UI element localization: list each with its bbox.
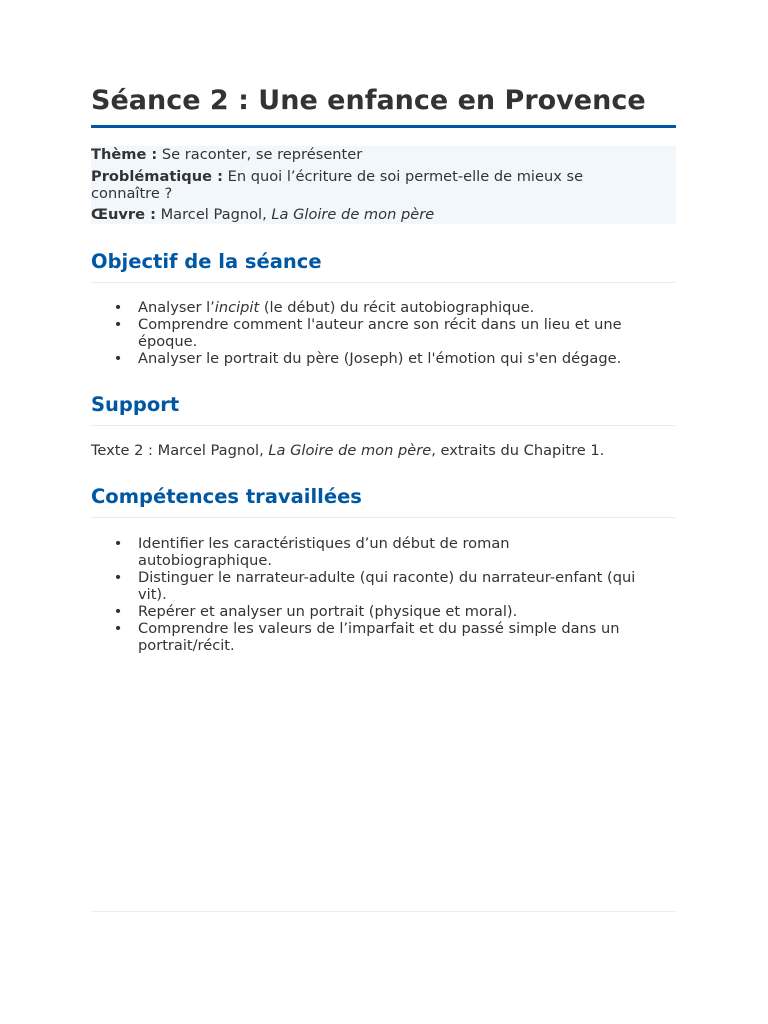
- bullet-icon: •: [113, 603, 123, 620]
- theme-line: [91, 146, 362, 163]
- bullet-icon: •: [113, 569, 123, 586]
- problematique-line: [91, 168, 583, 202]
- list-item: [91, 620, 676, 654]
- title-divider: [91, 125, 676, 128]
- competences-item-1-line1: Identifier les caractéristiques d’un début de roman: [138, 535, 510, 552]
- competences-item-3-text: Repérer et analyser un portrait (physique et moral).: [138, 603, 518, 620]
- competences-item-4-line1: Comprendre les valeurs de l’imparfait et du passé simple dans un: [138, 620, 620, 637]
- theme-label: Thème :: [91, 146, 158, 163]
- oeuvre-label: Œuvre :: [91, 206, 156, 223]
- bullet-icon: •: [113, 299, 123, 316]
- support-italic: La Gloire de mon père: [268, 442, 432, 459]
- oeuvre-line: [91, 206, 434, 223]
- support-divider: [91, 425, 676, 426]
- objectif-list: [91, 299, 676, 367]
- page-title: Séance 2 : Une enfance en Provence: [91, 85, 646, 116]
- objectif-heading: Objectif de la séance: [91, 250, 322, 273]
- support-suffix: , extraits du Chapitre 1.: [431, 442, 605, 459]
- problematique-label: Problématique :: [91, 168, 223, 185]
- competences-divider: [91, 517, 676, 518]
- objectif-item-3-text: Analyser le portrait du père (Joseph) et l'émotion qui s'en dégage.: [138, 350, 622, 367]
- objectif-item-1-suffix: (le début) du récit autobiographique.: [259, 299, 535, 316]
- list-item: [91, 350, 676, 367]
- oeuvre-author: Marcel Pagnol,: [160, 206, 267, 223]
- bullet-icon: •: [113, 316, 123, 333]
- competences-item-2-line1: Distinguer le narrateur-adulte (qui raconte) du narrateur-enfant (qui: [138, 569, 636, 586]
- bullet-icon: •: [113, 620, 123, 637]
- competences-heading: Compétences travaillées: [91, 485, 362, 508]
- info-box: [91, 146, 676, 224]
- objectif-divider: [91, 282, 676, 283]
- footer-divider: [91, 911, 676, 912]
- competences-list: [91, 535, 676, 654]
- objectif-item-1-italic: incipit: [214, 299, 260, 316]
- objectif-item-1-prefix: Analyser l’: [138, 299, 215, 316]
- competences-item-4-line2: portrait/récit.: [138, 637, 235, 654]
- list-item: [91, 603, 676, 620]
- problematique-value-line1: En quoi l’écriture de soi permet-elle de mieux se: [227, 168, 584, 185]
- support-text: [91, 442, 676, 459]
- competences-item-1-line2: autobiographique.: [138, 552, 272, 569]
- problematique-value-line2: connaître ?: [91, 185, 173, 202]
- list-item: [91, 316, 676, 350]
- list-item: [91, 535, 676, 569]
- support-heading: Support: [91, 393, 180, 416]
- competences-item-2-line2: vit).: [138, 586, 167, 603]
- objectif-item-2-line2: époque.: [138, 333, 198, 350]
- list-item: [91, 299, 676, 316]
- list-item: [91, 569, 676, 603]
- oeuvre-title: La Gloire de mon père: [271, 206, 435, 223]
- bullet-icon: •: [113, 535, 123, 552]
- bullet-icon: •: [113, 350, 123, 367]
- support-prefix: Texte 2 : Marcel Pagnol,: [91, 442, 269, 459]
- theme-value: Se raconter, se représenter: [161, 146, 363, 163]
- objectif-item-2-line1: Comprendre comment l'auteur ancre son récit dans un lieu et une: [138, 316, 622, 333]
